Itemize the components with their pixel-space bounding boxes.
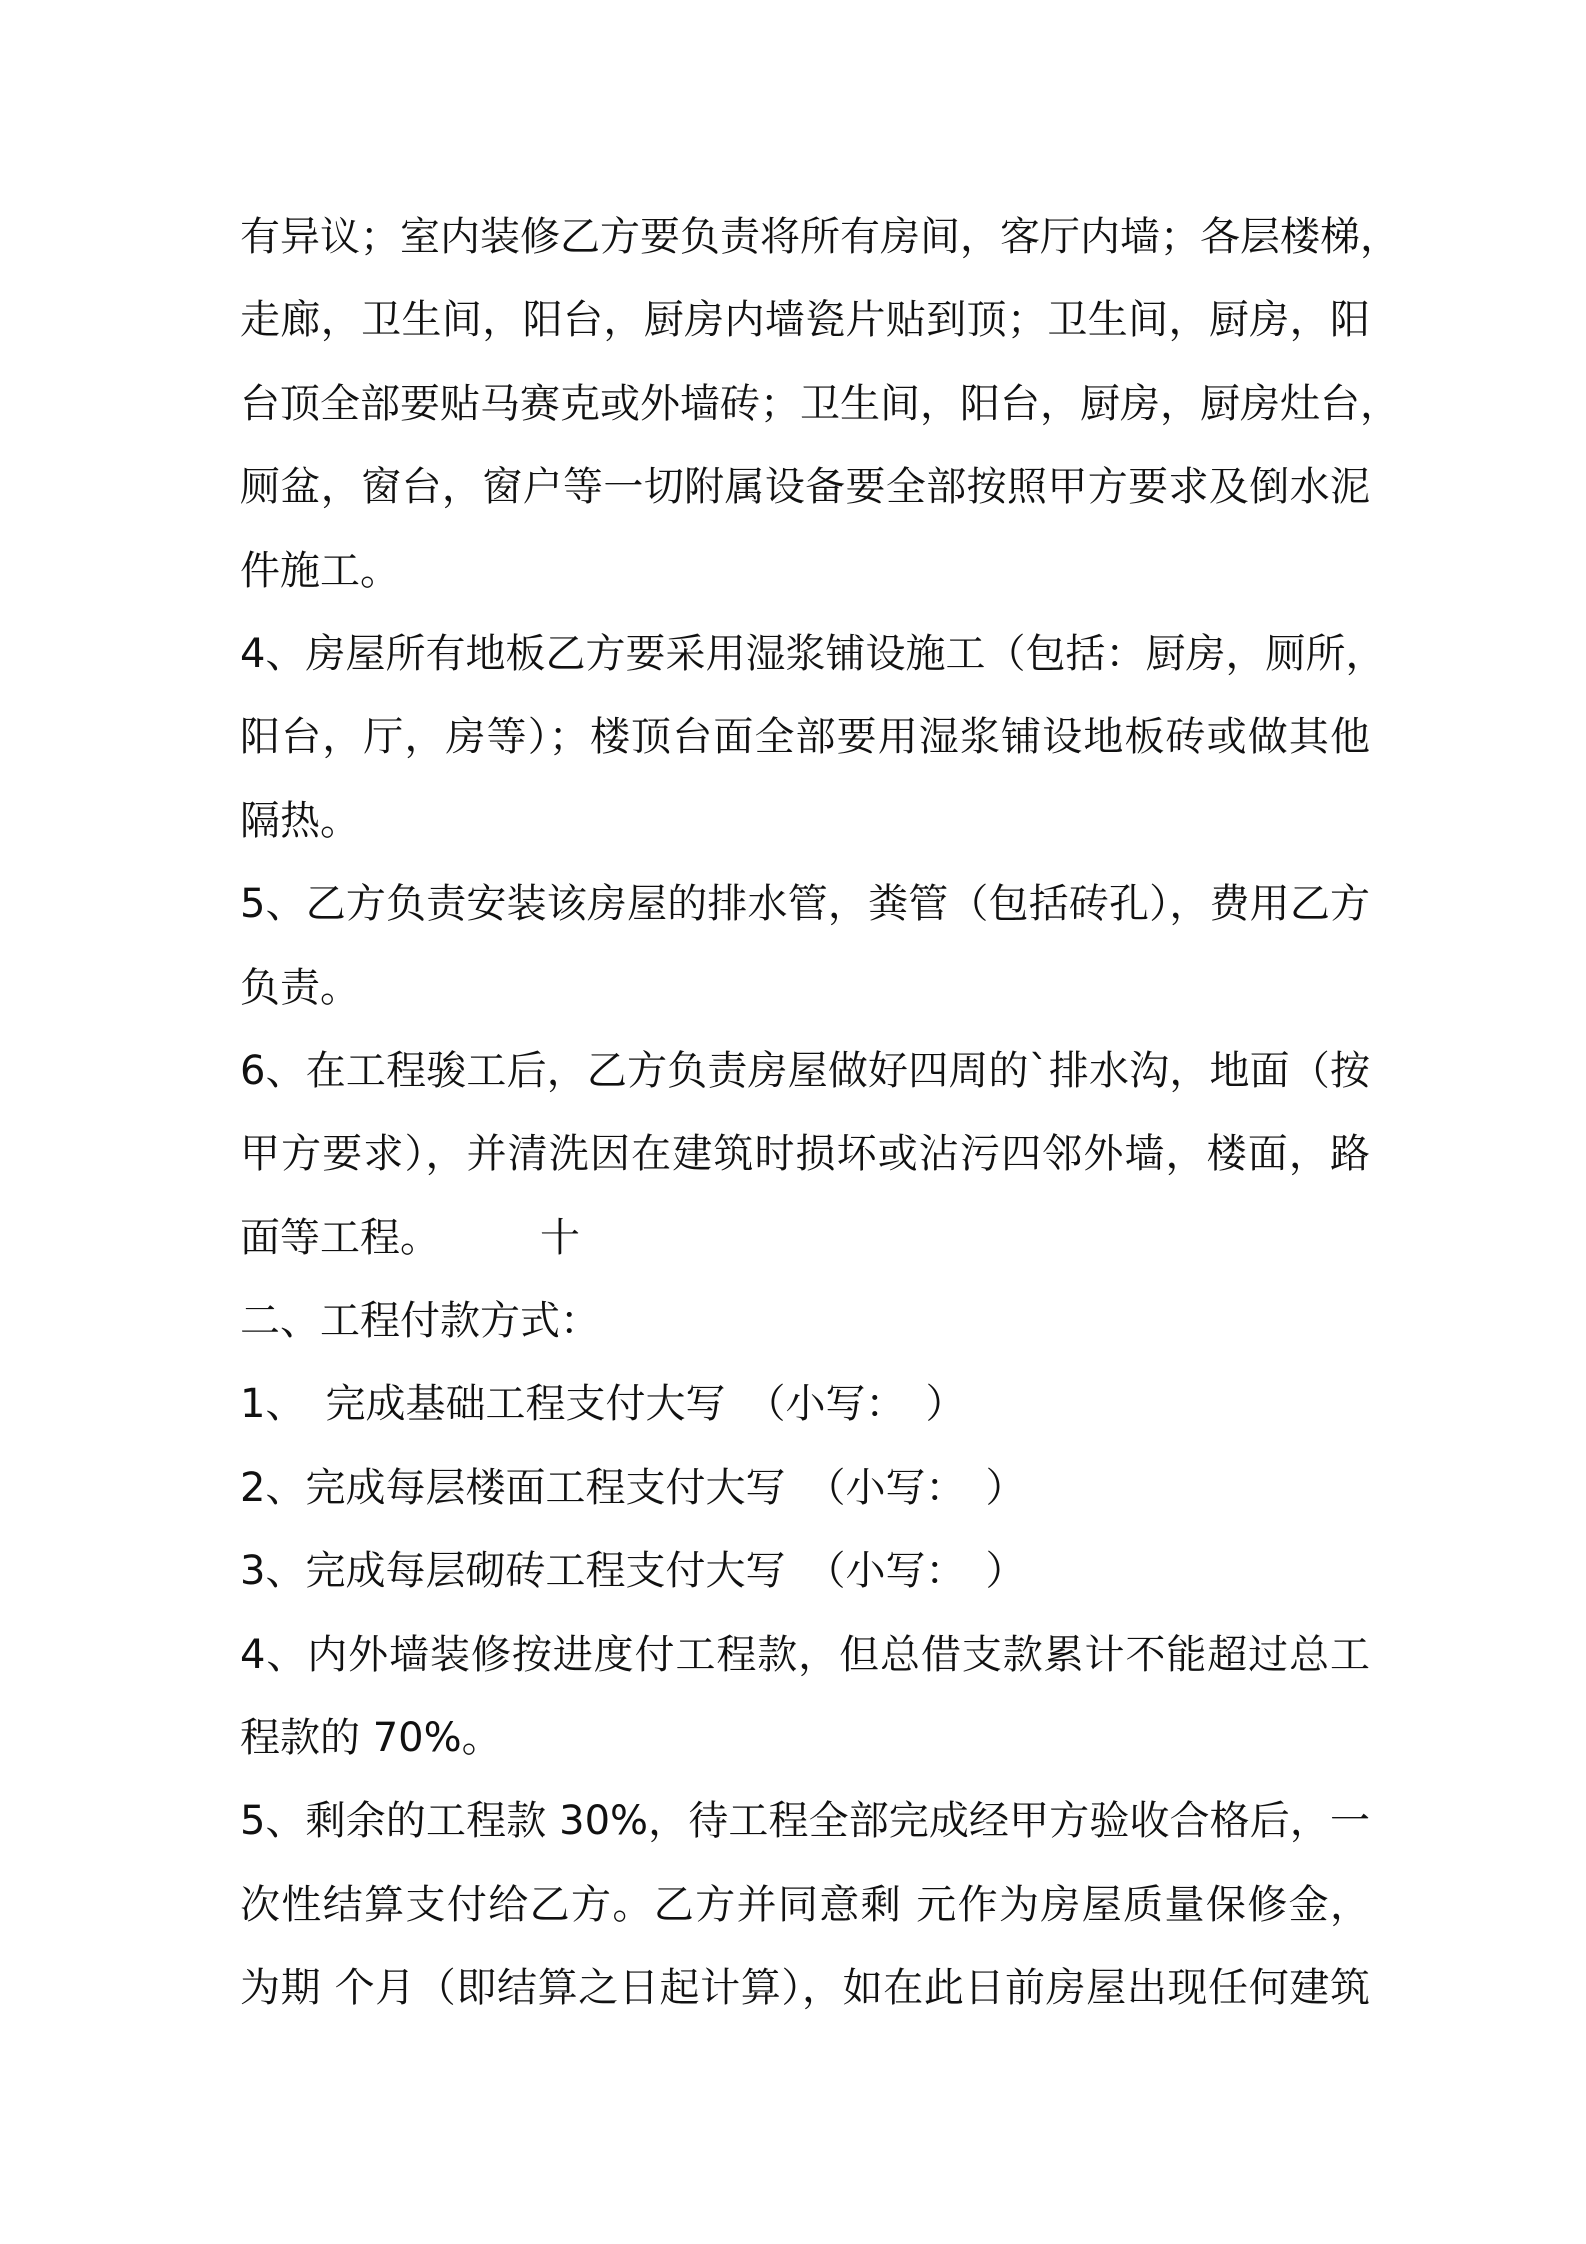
payment-item-3: 3、完成每层砌砖工程支付大写 （小写： ）: [240, 1548, 1026, 1595]
text-line: 走廊，卫生间，阳台，厨房内墙瓷片贴到顶；卫生间，厨房，阳: [240, 297, 1370, 344]
clause-4-line: 4、房屋所有地板乙方要采用湿浆铺设施工（包括：厨房，厕所，: [240, 630, 1386, 677]
text-line: 有异议；室内装修乙方要负责将所有房间，客厅内墙；各层楼梯，: [240, 214, 1400, 260]
text-line: 厕盆，窗台，窗户等一切附属设备要全部按照甲方要求及倒水泥: [240, 464, 1370, 511]
clause-6-line: 6、在工程骏工后，乙方负责房屋做好四周的`排水沟，地面（按: [240, 1047, 1370, 1094]
section-heading: 二、工程付款方式：: [240, 1298, 600, 1345]
text-line: 件施工。: [240, 547, 400, 594]
text-line: 隔热。: [240, 797, 360, 844]
text-line: 面等工程。 十: [240, 1214, 580, 1261]
text-line: 甲方要求），并清洗因在建筑时损坏或沾污四邻外墙，楼面，路: [240, 1131, 1370, 1178]
text-line: 台顶全部要贴马赛克或外墙砖；卫生间，阳台，厨房，厨房灶台，: [240, 380, 1400, 427]
text-line: 负责。: [240, 964, 360, 1011]
payment-item-4: 4、内外墙装修按进度付工程款，但总借支款累计不能超过总工: [240, 1631, 1370, 1678]
text-line: 程款的 70%。: [240, 1715, 502, 1762]
contract-text-body: [240, 196, 1400, 2031]
payment-item-5: 5、剩余的工程款 30%，待工程全部完成经甲方验收合格后，一: [240, 1798, 1370, 1845]
text-line: 为期 个月（即结算之日起计算），如在此日前房屋出现任何建筑: [240, 1965, 1370, 2012]
text-line: 阳台，厅，房等）；楼顶台面全部要用湿浆铺设地板砖或做其他: [240, 714, 1370, 761]
payment-item-1: 1、 完成基础工程支付大写 （小写： ）: [240, 1381, 966, 1428]
payment-item-2: 2、完成每层楼面工程支付大写 （小写： ）: [240, 1464, 1026, 1511]
text-line: 次性结算支付给乙方。乙方并同意剩 元作为房屋质量保修金，: [240, 1881, 1370, 1928]
clause-5-line: 5、乙方负责安装该房屋的排水管，粪管（包括砖孔），费用乙方: [240, 881, 1370, 928]
